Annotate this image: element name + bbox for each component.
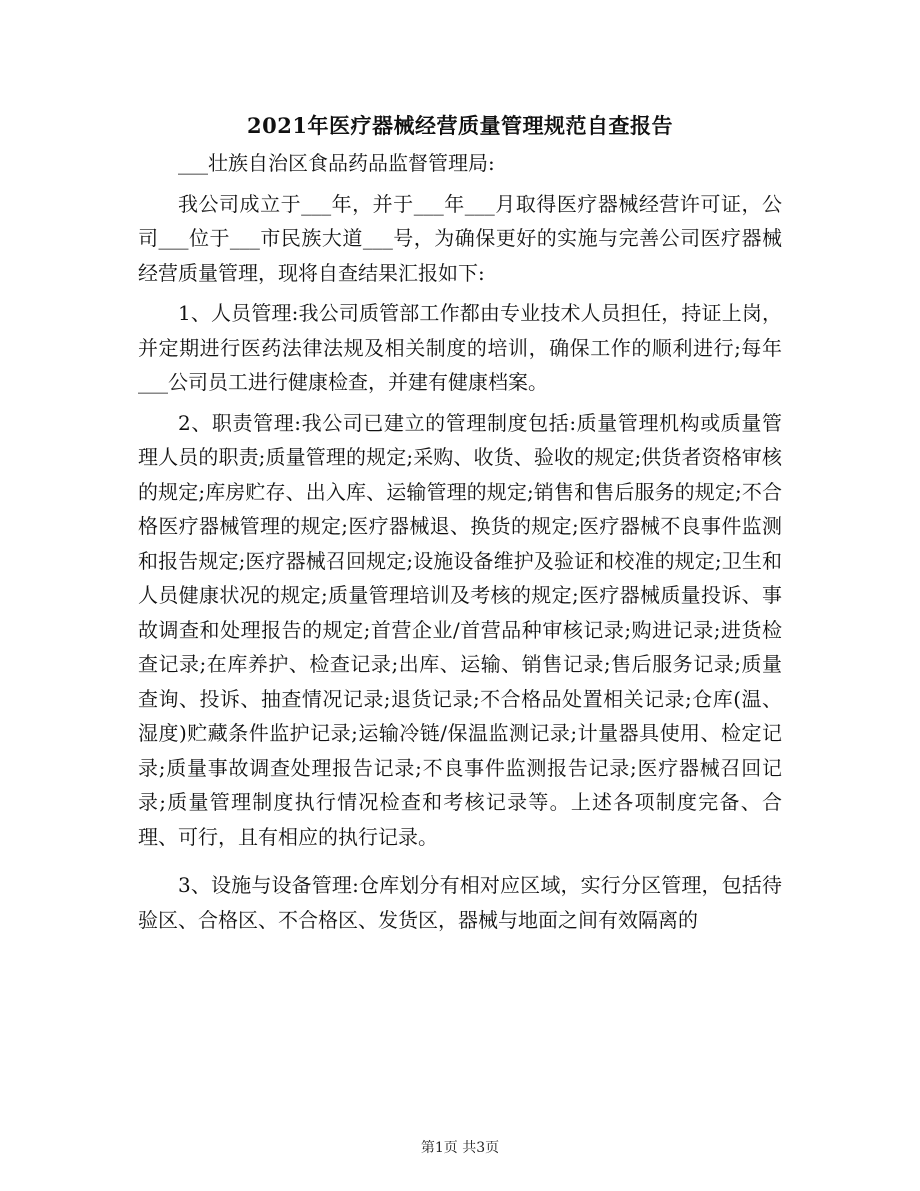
page-indicator: 第1页 共3页 xyxy=(420,1140,500,1156)
document-title: 2021年医疗器械经营质量管理规范自查报告 xyxy=(247,113,673,138)
paragraph-personnel: 1、人员管理:我公司质管部工作都由专业技术人员担任，持证上岗，并定期进行医药法律法规及相关制度的培训，确保工作的顺利进行;每年___公司员工进行健康检查，并建有健康档案。 xyxy=(138,301,782,394)
salutation: ___壮族自治区食品药品监督管理局: xyxy=(178,151,495,175)
paragraph-intro: 我公司成立于___年，并于___年___月取得医疗器械经营许可证，公司___位于___市民族大道___号，为确保更好的实施与完善公司医疗器械经营质量管理，现将自查结果汇报如下: xyxy=(138,191,782,285)
paragraph-facilities: 3、设施与设备管理:仓库划分有相对应区域，实行分区管理，包括待验区、合格区、不合格区、发货区，器械与地面之间有效隔离的 xyxy=(138,873,782,932)
paragraph-responsibilities: 2、职责管理:我公司已建立的管理制度包括:质量管理机构或质量管理人员的职责;质量管理的规定;采购、收货、验收的规定;供货者资格审核的规定;库房贮存、出入库、运输管理的规定;销售和售后服务的规定;不合格医疗器械管理的规定;医疗器械退、换货的规定;医疗器械不良事件监测和报告规定;医疗器械召回规定;设施设备维护及验证和校准的规定;卫生和人员健康状况的规定;质量管理培训及考核的规定;医疗器械质量投诉、事故调查和处理报告的规定;首营企业/首营品种审核记录;购进记录;进货检查记录;在库养护、检查记录;出库、运输、销售记录;售后服务记录;质量查询、投诉、抽查情况记录;退货记录;不合格品处置相关记录;仓库(温、湿度)贮藏条件监护记录;运输冷链/保温监测记录;计量器具使用、检定记录;质量事故调查处理报告记录;不良事件监测报告记录;医疗器械召回记录;质量管理制度执行情况检查和考核记录等。上述各项制度完备、合理、可行，且有相应的执行记录。 xyxy=(138,410,782,849)
document-body xyxy=(138,146,782,951)
